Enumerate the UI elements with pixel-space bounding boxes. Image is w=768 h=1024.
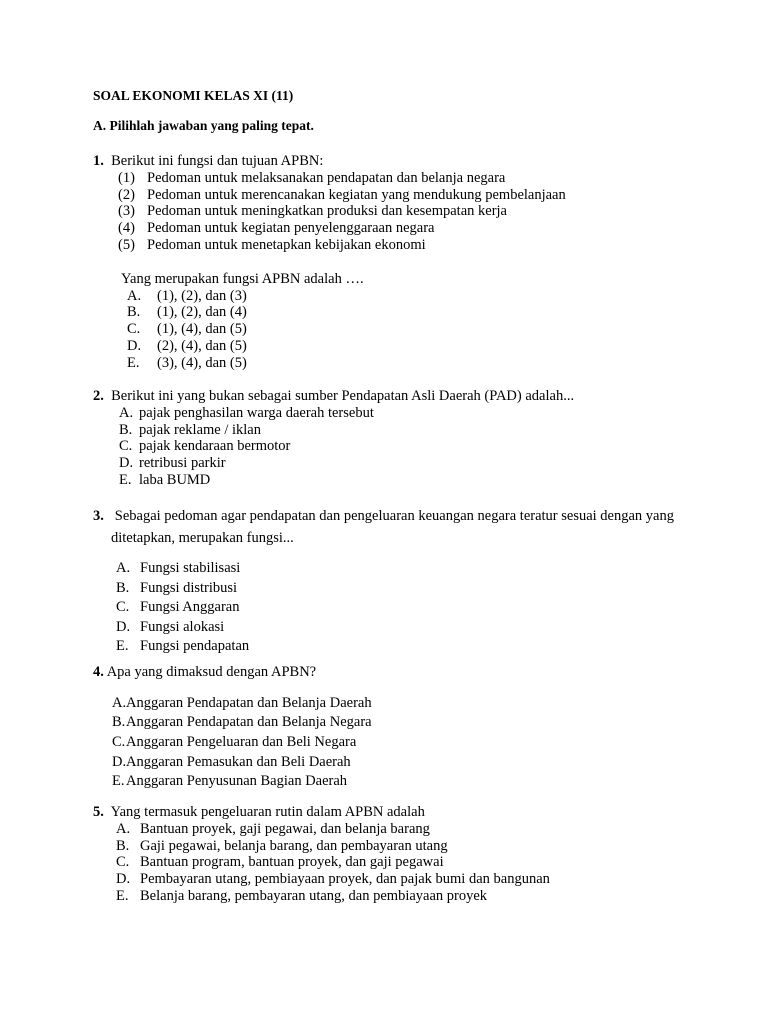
option-marker: D. [119, 455, 134, 472]
statement-item [118, 170, 674, 187]
question-number: 1. [93, 153, 104, 169]
answer-option [116, 854, 674, 871]
answer-option [119, 438, 674, 455]
question-5 [93, 804, 674, 905]
statement-text: Pedoman untuk kegiatan penyelenggaraan negara [147, 220, 435, 237]
statement-marker: (5) [118, 236, 135, 253]
option-marker: C. [119, 438, 133, 455]
option-marker: E. [127, 354, 140, 371]
option-text: Gaji pegawai, belanja barang, dan pembayaran utang [140, 837, 448, 854]
answer-options [119, 405, 674, 489]
option-text: Fungsi alokasi [140, 618, 225, 635]
option-text: Fungsi Anggaran [140, 599, 240, 615]
option-marker: A. [112, 694, 127, 711]
statement-text: Pedoman untuk merencanakan kegiatan yang mendukung pembelanjaan [147, 186, 566, 203]
section-instruction: A. Pilihlah jawaban yang paling tepat. [93, 118, 314, 133]
option-text: Pembayaran utang, pembiayaan proyek, dan pajak bumi dan bangunan [140, 871, 550, 888]
question-number: 4. [93, 664, 104, 680]
option-marker: A. [116, 560, 131, 576]
statement-item [118, 203, 674, 220]
option-text: Fungsi distribusi [140, 579, 238, 596]
option-text: retribusi parkir [139, 455, 226, 472]
answer-option [127, 304, 674, 321]
option-text: Anggaran Pengeluaran dan Beli Negara [126, 733, 357, 750]
option-text: pajak reklame / iklan [139, 421, 261, 438]
option-marker: B. [119, 421, 133, 438]
option-marker: B. [116, 579, 130, 596]
question-stem [93, 388, 674, 405]
option-marker: D. [127, 337, 142, 354]
answer-option [116, 559, 674, 579]
answer-options [127, 288, 674, 372]
answer-option [119, 472, 674, 489]
statement-item [118, 187, 674, 204]
statement-marker: (4) [118, 220, 135, 237]
statement-marker: (3) [118, 203, 135, 220]
option-marker: C. [116, 599, 130, 615]
option-text: Fungsi stabilisasi [140, 560, 241, 576]
question-number: 3. [93, 508, 104, 524]
option-marker: E. [116, 887, 129, 904]
option-marker: C. [127, 321, 141, 338]
statement-item [118, 220, 674, 237]
option-marker: A. [119, 404, 134, 421]
option-text: Belanja barang, pembayaran utang, dan pembiayaan proyek [140, 887, 488, 904]
answer-option [116, 888, 674, 905]
option-marker: B. [116, 837, 130, 854]
option-text: pajak penghasilan warga daerah tersebut [139, 404, 374, 421]
option-marker: D. [116, 618, 131, 635]
option-text: Anggaran Penyusunan Bagian Daerah [126, 773, 348, 790]
option-marker: E. [119, 471, 132, 488]
question-stem [93, 664, 674, 681]
answer-option [116, 598, 674, 618]
answer-option [119, 422, 674, 439]
answer-options [116, 559, 674, 657]
answer-option [112, 772, 674, 792]
question-2 [93, 388, 674, 489]
statement-marker: (1) [118, 169, 135, 186]
answer-option [116, 838, 674, 855]
question-4 [93, 664, 674, 792]
question-text: Yang termasuk pengeluaran rutin dalam APBN adalah [110, 804, 425, 820]
option-marker: B. [127, 304, 141, 321]
answer-option [119, 455, 674, 472]
answer-option [112, 753, 674, 773]
question-stem [93, 505, 674, 549]
question-text: Sebagai pedoman agar pendapatan dan pengeluaran keuangan negara teratur sesuai dengan yang ditetapkan, merupakan fungsi... [111, 508, 674, 546]
answer-option [112, 733, 674, 753]
option-text: (1), (2), dan (4) [157, 304, 247, 321]
statement-text: Pedoman untuk menetapkan kebijakan ekonomi [147, 236, 426, 253]
question-text: Berikut ini fungsi dan tujuan APBN: [111, 153, 324, 169]
answer-option [116, 871, 674, 888]
answer-option [116, 637, 674, 657]
answer-option [116, 579, 674, 599]
question-3 [93, 505, 674, 657]
question-number: 2. [93, 388, 104, 404]
question-stem [93, 153, 674, 170]
option-text: Bantuan proyek, gaji pegawai, dan belanja barang [140, 820, 430, 837]
option-text: Anggaran Pemasukan dan Beli Daerah [126, 753, 351, 770]
question-1 [93, 153, 674, 372]
option-text: (1), (2), dan (3) [157, 287, 247, 304]
option-text: Anggaran Pendapatan dan Belanja Negara [126, 714, 372, 731]
option-marker: D. [116, 871, 131, 888]
statement-text: Pedoman untuk melaksanakan pendapatan dan belanja negara [147, 169, 506, 186]
option-text: Anggaran Pendapatan dan Belanja Daerah [126, 694, 372, 711]
option-text: laba BUMD [139, 471, 211, 488]
option-marker: C. [112, 733, 126, 750]
answer-option [116, 618, 674, 638]
document-title: SOAL EKONOMI KELAS XI (11) [93, 88, 294, 103]
answer-option [127, 321, 674, 338]
question-prompt: Yang merupakan fungsi APBN adalah …. [121, 270, 364, 287]
option-text: pajak kendaraan bermotor [139, 438, 291, 455]
statement-list [118, 170, 674, 254]
option-text: Fungsi pendapatan [140, 638, 250, 654]
option-text: (2), (4), dan (5) [157, 337, 247, 354]
statement-item [118, 237, 674, 254]
answer-option [116, 821, 674, 838]
question-number: 5. [93, 804, 104, 820]
answer-option [127, 338, 674, 355]
option-marker: E. [116, 638, 129, 654]
statement-marker: (2) [118, 186, 135, 203]
question-text: Apa yang dimaksud dengan APBN? [106, 664, 317, 680]
question-stem [93, 804, 674, 821]
option-marker: E. [112, 773, 125, 790]
answer-option [112, 694, 674, 714]
option-marker: A. [127, 287, 142, 304]
answer-option [119, 405, 674, 422]
answer-options [116, 821, 674, 905]
answer-option [127, 355, 674, 372]
statement-text: Pedoman untuk meningkatkan produksi dan kesempatan kerja [147, 203, 507, 220]
answer-option [112, 713, 674, 733]
answer-options [112, 694, 674, 792]
option-text: Bantuan program, bantuan proyek, dan gaji pegawai [140, 854, 444, 871]
answer-option [127, 288, 674, 305]
option-marker: A. [116, 820, 131, 837]
option-marker: B. [112, 714, 126, 731]
option-text: (3), (4), dan (5) [157, 354, 247, 371]
option-marker: C. [116, 854, 130, 871]
option-marker: D. [112, 753, 127, 770]
question-text: Berikut ini yang bukan sebagai sumber Pendapatan Asli Daerah (PAD) adalah... [111, 388, 575, 404]
option-text: (1), (4), dan (5) [157, 321, 247, 338]
